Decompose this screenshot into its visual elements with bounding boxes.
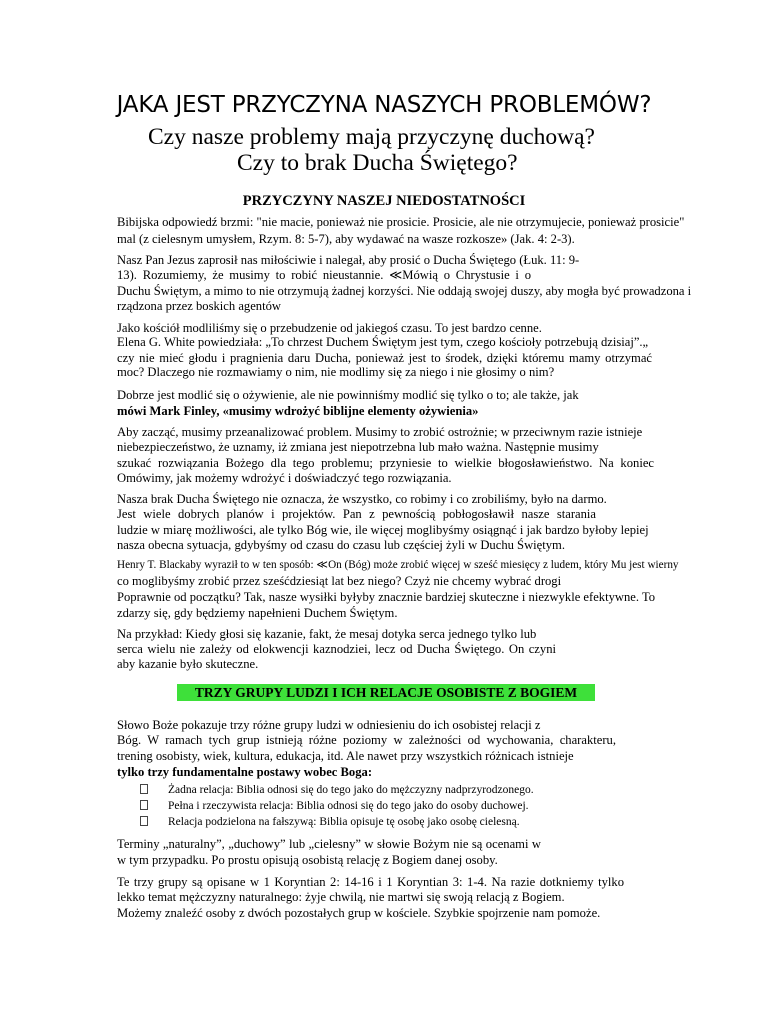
checkbox-icon (140, 784, 148, 794)
paragraph-5-line: Omówimy, jak możemy wdrożyć i doświadczyć tego rozwiązania. (117, 471, 452, 485)
paragraph-11-line: Możemy znaleźć osoby z dwóch pozostałych grup w kościele. Szybkie spojrzenie nam pomoże. (117, 906, 601, 920)
list-item: Relacja podzielona na fałszywą: Biblia opisuje tę osobę jako osobę cielesną. (140, 816, 520, 828)
paragraph-8-line: Na przykład: Kiedy głosi się kazanie, fakt, że mesaj dotyka serca jednego tylko lub (117, 627, 537, 641)
paragraph-10-line: Terminy „naturalny”, „duchowy” lub „cielesny” w słowie Bożym nie są ocenami w (117, 837, 541, 851)
paragraph-10-line: w tym przypadku. Po prostu opisują osobistą relację z Bogiem danej osoby. (117, 853, 498, 867)
paragraph-7-line: co moglibyśmy zrobić przez sześćdziesiąt lat bez niego? Czyż nie chcemy wybrać drogi (117, 574, 562, 588)
paragraph-3-line: Jako kościół modliliśmy się o przebudzenie od jakiegoś czasu. To jest bardzo cenne. (117, 321, 542, 335)
paragraph-7-line: Henry T. Blackaby wyraził to w ten sposób: ≪On (Bóg) może zrobić więcej w sześć miesięcy z ludem, który Mu jest wierny (117, 559, 679, 571)
paragraph-8-line: serca wielu nie zależy od elokwencji kaznodziei, lecz od Ducha Świętego. On czyni (117, 642, 556, 656)
paragraph-2-line: rządzona przez boskich agentów (117, 299, 281, 313)
subtitle-1: Czy nasze problemy mają przyczynę duchową? (148, 124, 595, 150)
paragraph-7-line: zdarzy się, gdy będziemy napełnieni Duchem Świętym. (117, 606, 398, 620)
paragraph-11-line: Te trzy grupy są opisane w 1 Koryntian 2: 14-16 i 1 Koryntian 3: 1-4. Na razie dotkniemy tylko (117, 875, 624, 889)
paragraph-4-line-bold: mówi Mark Finley, «musimy wdrożyć biblijne elementy ożywienia» (117, 404, 479, 418)
paragraph-6-line: ludzie w miarę możliwości, ale tylko Bóg wie, ile więcej moglibyśmy osiągnąć i jak bardzo byłoby lepiej (117, 523, 649, 537)
paragraph-5-line: Aby zacząć, musimy przeanalizować problem. Musimy to zrobić ostrożnie; w przeciwnym razie istnieje (117, 425, 643, 439)
subtitle-2: Czy to brak Ducha Świętego? (237, 150, 518, 176)
paragraph-2-line: Nasz Pan Jezus zaprosił nas miłościwie i nalegał, aby prosić o Ducha Świętego (Łuk. 11: 9- (117, 253, 580, 267)
checkbox-icon (140, 816, 148, 826)
paragraph-9-line: Bóg. W ramach tych grup istnieją różne poziomy w zależności od wychowania, charakteru, (117, 733, 616, 747)
paragraph-8-line: aby kazanie było skuteczne. (117, 657, 259, 671)
section-heading-2-highlight (177, 684, 595, 701)
paragraph-6-line: Jest wiele dobrych planów i projektów. Pan z pewnością pobłogosławił nasze starania (117, 507, 596, 521)
page-title: JAKA JEST PRZYCZYNA NASZYCH PROBLEMÓW? (116, 92, 652, 118)
paragraph-1-line: mal (z cielesnym umysłem, Rzym. 8: 5-7), aby wydawać na wasze rozkosze» (Jak. 4: 2-3). (117, 232, 575, 246)
list-item: Żadna relacja: Biblia odnosi się do tego jako do mężczyzny nadprzyrodzonego. (140, 784, 534, 796)
paragraph-3-line: moc? Dlaczego nie rozmawiamy o nim, nie modlimy się za niego i nie głosimy o nim? (117, 365, 555, 379)
paragraph-9-line-bold: tylko trzy fundamentalne postawy wobec Boga: (117, 765, 373, 779)
paragraph-4-line: Dobrze jest modlić się o ożywienie, ale nie powinniśmy modlić się tylko o to; ale także, jak (117, 388, 579, 402)
paragraph-1-line: Bibijska odpowiedź brzmi: "nie macie, ponieważ nie prosicie. Prosicie, ale nie otrzymujecie, ponieważ prosicie" (117, 215, 685, 229)
paragraph-5-line: niebezpieczeństwo, że uznamy, iż zmiana jest niepotrzebna lub mało ważna. Następnie musimy (117, 440, 599, 454)
paragraph-2-line: Duchu Świętym, a mimo to nie otrzymują żadnej korzyści. Nie oddają swojej duszy, aby mogła być prowadzona i (117, 284, 692, 298)
paragraph-7-line: Poprawnie od początku? Tak, nasze wysiłki byłyby znacznie bardziej skuteczne i niezwykle efektywne. To (117, 590, 656, 604)
paragraph-11-line: lekko temat mężczyzny naturalnego: żyje chwilą, nie martwi się swoją relacją z Bogiem. (117, 890, 565, 904)
list-item: Pełna i rzeczywista relacja: Biblia odnosi się do tego jako do osoby duchowej. (140, 800, 529, 812)
paragraph-3-line: Elena G. White powiedziała: „To chrzest Duchem Świętym jest tym, czego kościoły potrzebują dzisiaj”.„ (117, 335, 649, 349)
paragraph-3-line: czy nie mieć głodu i pragnienia daru Ducha, ponieważ jest to środek, dzięki któremu mamy otrzymać (117, 351, 652, 365)
paragraph-6-line: Nasza brak Ducha Świętego nie oznacza, że wszystko, co robimy i co zrobiliśmy, było na darmo. (117, 492, 607, 506)
paragraph-9-line: trening osobisty, wiek, kultura, edukacja, itd. Ale nawet przy wszystkich różnicach istnieje (117, 749, 574, 763)
paragraph-6-line: nasza obecna sytuacja, gdybyśmy od czasu do czasu lub częściej żyli w Duchu Świętym. (117, 538, 565, 552)
section-heading-1: PRZYCZYNY NASZEJ NIEDOSTATNOŚCI (242, 193, 526, 209)
paragraph-5-line: szukać rozwiązania Bożego dla tego problemu; przyniesie to wielkie błogosławieństwo. Na koniec (117, 456, 654, 470)
paragraph-9-line: Słowo Boże pokazuje trzy różne grupy ludzi w odniesieniu do ich osobistej relacji z (117, 718, 541, 732)
checkbox-icon (140, 800, 148, 810)
section-heading-2: TRZY GRUPY LUDZI I ICH RELACJE OSOBISTE Z BOGIEM (194, 685, 578, 700)
paragraph-2-line: 13). Rozumiemy, że musimy to robić nieustannie. ≪Mówią o Chrystusie i o (117, 268, 531, 282)
